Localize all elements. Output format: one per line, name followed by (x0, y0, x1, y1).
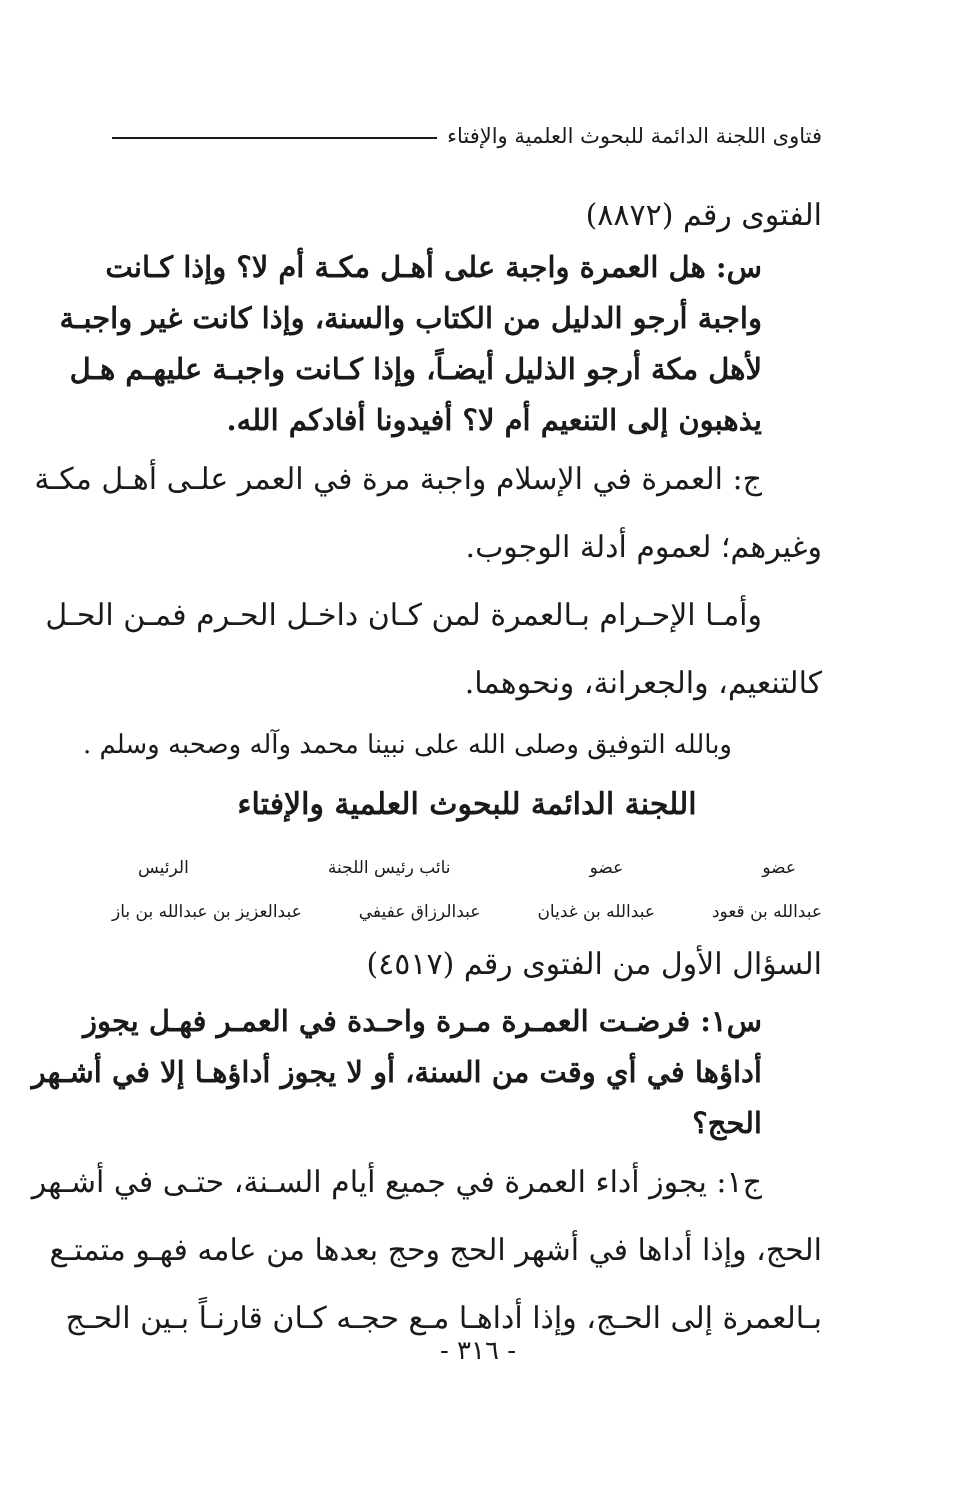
member-title: نائب رئيس اللجنة (327, 858, 451, 878)
question2-line: أداؤها في أي وقت من السنة، أو لا يجوز أداؤهـا إلا في أشـهر (31, 1055, 762, 1089)
question2-block (31, 996, 822, 1149)
answer-line: ج: العمرة في الإسلام واجبة مرة في العمر علـى أهـل مكـة (34, 462, 762, 497)
closing-line: وبالله التوفيق وصلى الله على نبينا محمد وآله وصحبه وسلم . (82, 730, 732, 760)
fatwa-number: الفتوى رقم (٨٨٧٢) (585, 198, 822, 233)
answer2-line: بـالعمرة إلى الحـج، وإذا أداهـا مـع حجـه كـان قارنـاً بـين الحـج (65, 1301, 822, 1336)
question2-line: الحج؟ (692, 1106, 762, 1140)
answer-line: كالتنعيم، والجعرانة، ونحوهما. (464, 666, 822, 701)
member-title: عضو (762, 858, 796, 878)
question-line: يذهبون إلى التنعيم أم لا؟ أفيدونا أفادكم الله. (226, 403, 762, 437)
question-line: لأهل مكة أرجو الذليل أيضـاً، وإذا كـانت واجبـة عليهـم هـل (69, 352, 762, 386)
member-title: عضو (589, 858, 624, 878)
question-line: واجبة أرجو الدليل من الكتاب والسنة، وإذا كانت غير واجبـة (59, 301, 762, 335)
member-name: عبدالله بن غديان (537, 902, 655, 922)
running-header (112, 118, 822, 154)
answer2-line: ج١: يجوز أداء العمرة في جميع أيام السـنة، حتـى في أشـهر (31, 1165, 762, 1200)
question-line: س: هل العمرة واجبة على أهـل مكـة أم لا؟ وإذا كـانت (105, 250, 762, 284)
answer2-block (31, 1149, 822, 1353)
page-number: - ٣١٦ - (439, 1336, 517, 1366)
answer-line: وغيرهم؛ لعموم أدلة الوجوب. (465, 530, 822, 565)
member-titles-row (112, 846, 822, 890)
member-title: الرئيس (138, 858, 189, 878)
member-name: عبدالعزيز بن عبدالله بن باز (112, 902, 302, 922)
header-rule (112, 137, 437, 139)
fatwa2-heading: السؤال الأول من الفتوى رقم (٤٥١٧) (366, 947, 822, 982)
committee-members (112, 846, 822, 934)
member-names-row (112, 890, 822, 934)
answer2-line: الحج، وإذا أداها في أشهر الحج وحج بعدها من عامه فهـو متمتـع (49, 1233, 822, 1268)
answer-block (34, 446, 822, 718)
committee-name: اللجنة الدائمة للبحوث العلمية والإفتاء (237, 787, 697, 822)
member-name: عبدالرزاق عفيفي (358, 902, 481, 922)
header-title: فتاوى اللجنة الدائمة للبحوث العلمية والإفتاء (447, 124, 822, 148)
question-block (59, 242, 822, 446)
answer-line: وأمـا الإحـرام بـالعمرة لمن كـان داخـل الحـرم فمـن الحـل (45, 598, 762, 633)
member-name: عبدالله بن قعود (711, 902, 822, 922)
page-content (31, 190, 822, 1353)
question2-line: س١: فرضـت العمـرة مـرة واحـدة في العمـر فهـل يجوز (82, 1004, 762, 1038)
